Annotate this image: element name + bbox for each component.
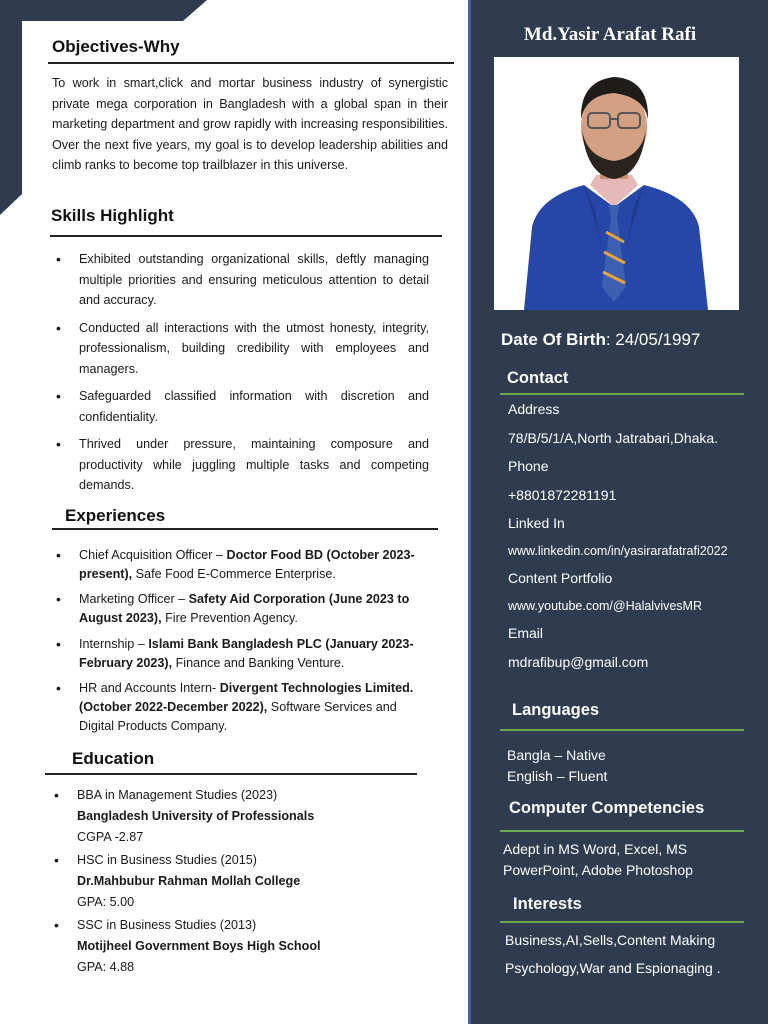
portfolio-link[interactable]: www.youtube.com/@HalalvivesMR xyxy=(508,599,703,613)
skills-title: Skills Highlight xyxy=(51,206,174,225)
address-label: Address xyxy=(508,401,560,417)
phone-value: +8801872281191 xyxy=(508,487,617,503)
experiences-list xyxy=(52,546,432,742)
languages-rule xyxy=(500,729,744,731)
computer-title: Computer Competencies xyxy=(509,799,705,817)
education-degree: • HSC in Business Studies (2015) xyxy=(77,853,257,867)
profile-name: Md.Yasir Arafat Rafi xyxy=(523,24,697,45)
contact-title: Contact xyxy=(507,369,569,387)
list-item: • Conducted all interactions with the utmost honesty, integrity, professionalism, building credibility with employees and managers. xyxy=(52,318,429,380)
phone-label: Phone xyxy=(508,458,549,474)
computer-rule xyxy=(500,830,744,832)
avatar xyxy=(494,57,739,310)
email-label: Email xyxy=(508,625,544,641)
skills-list xyxy=(52,249,429,503)
portfolio-label: Content Portfolio xyxy=(508,570,613,586)
languages-list xyxy=(507,745,607,787)
contact-rule xyxy=(500,393,744,395)
language-item: Bangla – Native xyxy=(507,747,606,763)
experiences-rule xyxy=(52,528,438,530)
education-grade: GPA: 4.88 xyxy=(77,960,135,974)
objectives-title: Objectives-Why xyxy=(52,37,180,56)
dob-label: Date Of Birth xyxy=(501,330,606,349)
language-item: English – Fluent xyxy=(507,768,608,784)
list-item: • Safeguarded classified information with discretion and confidentiality. xyxy=(52,386,429,427)
dob-value: : 24/05/1997 xyxy=(605,330,701,349)
languages-title: Languages xyxy=(512,701,600,719)
education-rule xyxy=(45,773,417,775)
list-item: • Marketing Officer – Safety Aid Corporation (June 2023 to August 2023), Fire Prevention Agency. xyxy=(52,590,432,627)
sidebar xyxy=(468,0,768,1024)
linkedin-label: Linked In xyxy=(508,515,565,531)
profile-photo xyxy=(494,57,739,310)
education-school: Dr.Mahbubur Rahman Mollah College xyxy=(77,874,301,888)
date-of-birth xyxy=(501,330,700,350)
list-item: • Thrived under pressure, maintaining composure and productivity while juggling multiple tasks and competing demands. xyxy=(52,434,429,496)
list-item: • Exhibited outstanding organizational skills, deftly managing multiple priorities and ensuring meticulous attention to detail and accuracy. xyxy=(52,249,429,311)
objectives-rule xyxy=(48,62,454,64)
list-item xyxy=(50,915,430,978)
experiences-title: Experiences xyxy=(65,506,166,525)
email-link[interactable]: mdrafibup@gmail.com xyxy=(508,654,649,670)
computer-text: Adept in MS Word, Excel, MS PowerPoint, Adobe Photoshop xyxy=(503,841,693,878)
address-value: 78/B/5/1/A,North Jatrabari,Dhaka. xyxy=(508,430,719,446)
linkedin-link[interactable]: www.linkedin.com/in/yasirarafatrafi2022 xyxy=(508,544,728,558)
education-grade: CGPA -2.87 xyxy=(77,830,144,844)
list-item xyxy=(50,850,430,913)
skills-rule xyxy=(50,235,442,237)
interests-title: Interests xyxy=(513,895,582,913)
interests-rule xyxy=(500,921,744,923)
education-degree: • BBA in Management Studies (2023) xyxy=(77,788,278,802)
list-item: • Internship – Islami Bank Bangladesh PLC (January 2023-February 2023), Finance and Banking Venture. xyxy=(52,635,432,672)
education-school: Bangladesh University of Professionals xyxy=(77,809,315,823)
list-item xyxy=(50,785,430,848)
education-school: Motijheel Government Boys High School xyxy=(77,939,321,953)
interests-line-2: Psychology,War and Espionaging . xyxy=(505,960,721,976)
education-degree: • SSC in Business Studies (2013) xyxy=(77,918,257,932)
objectives-text: To work in smart,click and mortar business industry of synergistic private mega corporation in Bangladesh with a global span in their marketing department and grow rapidly with increasing responsibilities. Over the next five years, my goal is to develop leadership abilities and climb ranks to become top trailblazer in this universe. xyxy=(52,76,448,172)
interests-line-1: Business,AI,Sells,Content Making xyxy=(505,932,716,948)
education-title: Education xyxy=(72,749,155,768)
list-item: • Chief Acquisition Officer – Doctor Food BD (October 2023-present), Safe Food E-Commerce Enterprise. xyxy=(52,546,432,583)
list-item: • HR and Accounts Intern- Divergent Technologies Limited. (October 2022-December 2022), Software Services and Digital Products Company. xyxy=(52,679,432,735)
sidebar-edge xyxy=(468,0,471,1024)
education-grade: GPA: 5.00 xyxy=(77,895,135,909)
education-list xyxy=(50,785,430,980)
